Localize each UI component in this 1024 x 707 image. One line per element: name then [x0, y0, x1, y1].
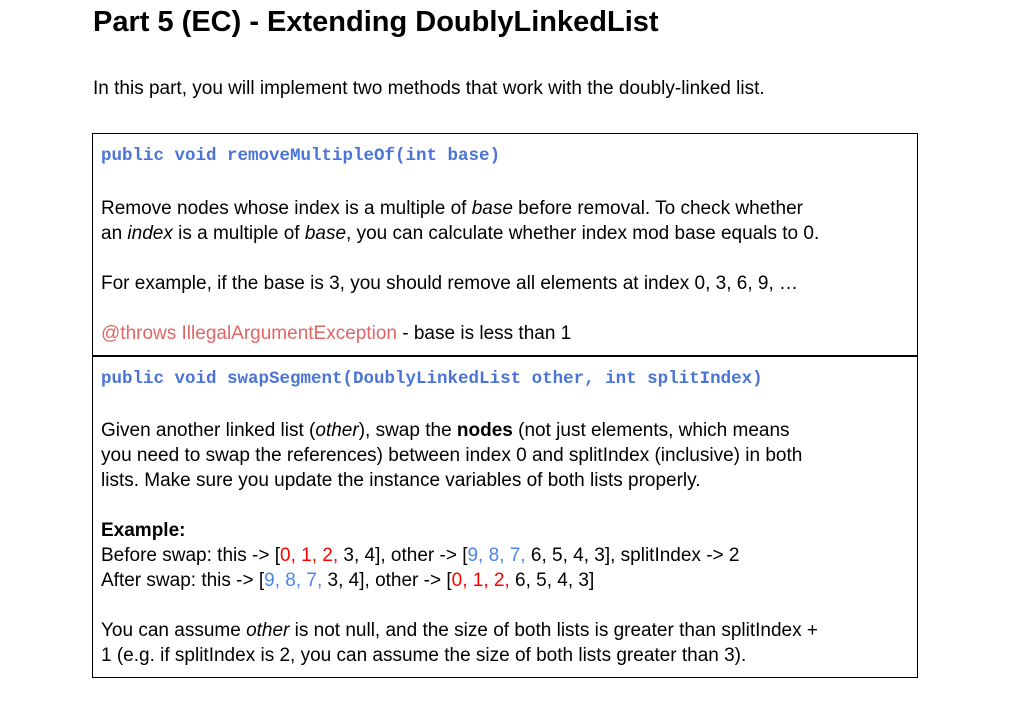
description-line: Remove nodes whose index is a multiple of base before removal. To check whether	[101, 198, 803, 219]
description-line: you need to swap the references) between index 0 and splitIndex (inclusive) in both	[101, 445, 803, 466]
method-signature: public void swapSegment(DoublyLinkedList other, int splitIndex)	[101, 369, 763, 389]
note-line: 1 (e.g. if splitIndex is 2, you can assume the size of both lists greater than 3).	[101, 645, 747, 666]
example-after-line: After swap: this -> [9, 8, 7, 3, 4], other -> [0, 1, 2, 6, 5, 4, 3]	[101, 570, 595, 591]
intro-text: In this part, you will implement two methods that work with the doubly-linked list.	[93, 78, 765, 99]
method-throws: @throws IllegalArgumentException - base is less than 1	[101, 323, 572, 344]
example-heading: Example:	[101, 520, 186, 541]
page-title: Part 5 (EC) - Extending DoublyLinkedList	[93, 6, 659, 38]
method-example: For example, if the base is 3, you should remove all elements at index 0, 3, 6, 9, …	[101, 273, 799, 294]
note-line: You can assume other is not null, and the size of both lists is greater than splitIndex +	[101, 620, 818, 641]
method-description	[101, 196, 909, 246]
method-remove-multiple-of-box	[92, 133, 918, 357]
method-description	[101, 418, 909, 493]
example-before-line: Before swap: this -> [0, 1, 2, 3, 4], other -> [9, 8, 7, 6, 5, 4, 3], splitIndex -> 2	[101, 545, 740, 566]
description-line: an index is a multiple of base, you can calculate whether index mod base equals to 0.	[101, 223, 820, 244]
method-signature: public void removeMultipleOf(int base)	[101, 146, 501, 166]
throws-tag: @throws IllegalArgumentException	[101, 323, 397, 344]
method-example	[101, 518, 909, 593]
description-line: lists. Make sure you update the instance variables of both lists properly.	[101, 470, 701, 491]
method-swap-segment-box	[92, 355, 918, 678]
description-line: Given another linked list (other), swap the nodes (not just elements, which means	[101, 420, 790, 441]
method-note	[101, 618, 909, 668]
